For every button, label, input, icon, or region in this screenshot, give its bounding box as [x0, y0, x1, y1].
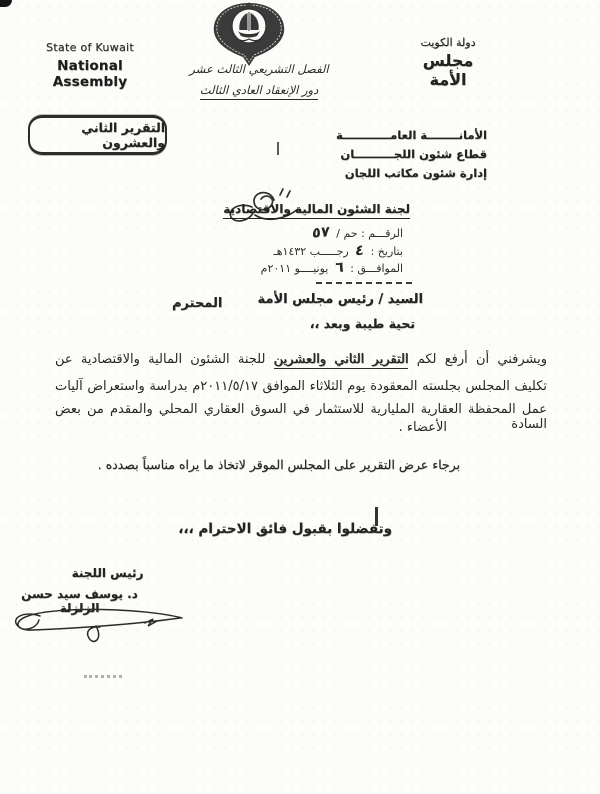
honorific-label: المحترم [172, 296, 223, 311]
kuwait-emblem-svg [205, 2, 293, 66]
secretariat-line-dept: إدارة شئون مكاتب اللجان [344, 166, 487, 180]
secretariat-line-sector: قطاع شئون اللجــــــــــان [340, 147, 487, 161]
body-line-1 [55, 352, 547, 367]
letterhead-arabic [409, 36, 487, 89]
hijri-date-day: ٤ [354, 242, 365, 259]
kuwait-emblem-icon [205, 2, 293, 66]
scan-artifact-dots [84, 675, 122, 678]
gregorian-date-day: ٦ [334, 259, 345, 277]
divider-dashed-line [316, 282, 412, 284]
gregorian-date-rest: يونيــــو ٢٠١١م [260, 262, 329, 275]
dawlat-alkuwait-label: دولة الكويت [420, 36, 476, 49]
legislative-term-line: الفصل التشريعي الثالث عشر [189, 62, 329, 76]
signatory-title: رئيس اللجنة [71, 566, 144, 580]
hijri-date-row [261, 243, 403, 261]
report-box-label: التقرير الثاني والعشرون [81, 120, 165, 150]
reference-number-label: الرقـــم : حم / [336, 227, 403, 240]
body-line-3: عمل المحفظة العقارية المليارية للاستثمار في السوق العقاري المحلي والمقدم من بعض السادة [55, 402, 547, 432]
report-title-underlined: التقرير الثاني والعشرين [273, 352, 409, 367]
closing-salutation: وتفضلوا بقبول فائق الاحترام ،،، [178, 521, 392, 537]
secretariat-block [336, 126, 487, 183]
gregorian-date-label: الموافـــق : [350, 262, 403, 275]
signature-scribble-svg [4, 600, 189, 650]
addressee-line: السيد / رئيس مجلس الأمة [257, 292, 423, 307]
session-term-line: دور الإنعقاد العادي الثالث [200, 83, 318, 100]
signatory-name: د. يوسف سيد حسن الزلزلة [21, 587, 138, 615]
request-line: برجاء عرض التقرير على المجلس الموقر لاتخاذ ما يراه مناسباً بصدده . [97, 457, 460, 472]
report-number-box [28, 115, 167, 155]
gregorian-date-row [261, 260, 403, 278]
body-line-1-post: للجنة الشئون المالية والاقتصادية عن [55, 352, 266, 367]
greeting-line: تحية طيبة وبعد ،، [309, 316, 415, 331]
legislative-term [183, 62, 335, 100]
secretariat-line-general: الأمانــــــــة العامــــــــــــة [335, 128, 487, 142]
body-line-1-pre: ويشرفني أن أرفع لكم [416, 352, 547, 367]
hijri-date-rest: رجـــــب ١٤٣٢هـ [273, 244, 349, 258]
hijri-date-label: بتاريخ : [370, 244, 403, 258]
majlis-alumma-label: مجلس الأمة [422, 51, 474, 89]
reference-number-value: ٥٧ [311, 224, 331, 242]
scan-corner-speck [0, 0, 12, 7]
reference-block [261, 225, 403, 278]
body-line-2: تكليف المجلس بجلسته المعقودة يوم الثلاثاء الموافق ٢٠١١/٥/١٧م بدراسة واستعراض آليات [55, 379, 548, 394]
scan-artifact-tick [277, 142, 279, 155]
letterhead-english [30, 41, 150, 90]
committee-title: لجنة الشئون المالية والاقتصادية [223, 202, 410, 219]
national-assembly-label: National Assembly [52, 58, 128, 90]
reference-number-row [261, 225, 403, 243]
body-line-4: الأعضاء . [398, 420, 447, 435]
state-of-kuwait-label: State of Kuwait [46, 41, 134, 54]
signature-scribble [4, 600, 189, 650]
